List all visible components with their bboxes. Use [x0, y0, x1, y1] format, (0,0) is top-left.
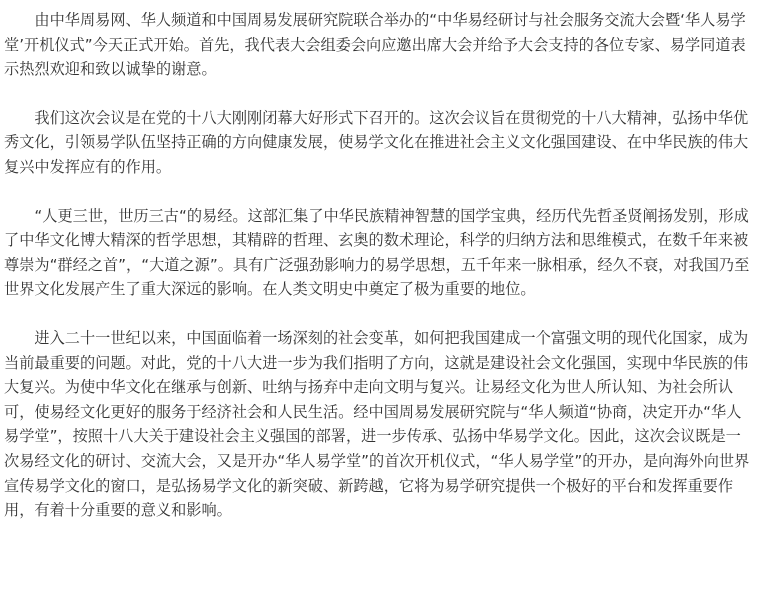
paragraph-spacer [4, 302, 752, 326]
article-body [4, 8, 752, 523]
paragraph-spacer [4, 82, 752, 106]
paragraph-meeting-purpose: 我们这次会议是在党的十八大刚刚闭幕大好形式下召开的。这次会议旨在贯彻党的十八大精神，弘扬中华优秀文化，引领易学队伍坚持正确的方向健康发展，使易学文化在推进社会主义文化强国建设、在中华民族的伟大复兴中发挥应有的作用。 [4, 108, 749, 176]
paragraph-yijing-heritage: “人更三世，世历三古“的易经。这部汇集了中华民族精神智慧的国学宝典，经历代先哲圣贤阐扬发别，形成了中华文化博大精深的哲学思想，其精辟的哲理、玄奥的数术理论，科学的归纳方法和思维模式，在数千年来被尊崇为“群经之首”，“大道之源”。具有广泛强劲影响力的易学思想，五千年来一脉相承，经久不衰，对我国乃至世界文化发展产生了重大深远的影响。在人类文明史中奠定了极为重要的地位。 [4, 206, 750, 299]
paragraph-opening: 由中华周易网、华人频道和中国周易发展研究院联合举办的“中华易经研讨与社会服务交流大会暨‘华人易学堂’开机仪式”今天正式开始。首先，我代表大会组委会向应邀出席大会并给予大会支持的各位专家、易学同道表示热烈欢迎和致以诚挚的谢意。 [4, 11, 746, 79]
paragraph-spacer [4, 180, 752, 204]
paragraph-new-century: 进入二十一世纪以来，中国面临着一场深刻的社会变革，如何把我国建成一个富强文明的现代化国家，成为当前最重要的问题。对此，党的十八大进一步为我们指明了方向，这就是建设社会文化强国，实现中华民族的伟大复兴。为使中华文化在继承与创新、吐纳与扬弃中走向文明与复兴。让易经文化为世人所认知、为社会所认可，使易经文化更好的服务于经济社会和人民生活。经中国周易发展研究院与“华人频道“协商，决定开办“华人易学堂”，按照十八大关于建设社会主义强国的部署，进一步传承、弘扬中华易学文化。因此，这次会议既是一次易经文化的研讨、交流大会，又是开办“华人易学堂”的首次开机仪式，“华人易学堂”的开办，是向海外向世界宣传易学文化的窗口，是弘扬易学文化的新突破、新跨越，它将为易学研究提供一个极好的平台和发挥重要作用，有着十分重要的意义和影响。 [4, 328, 750, 520]
